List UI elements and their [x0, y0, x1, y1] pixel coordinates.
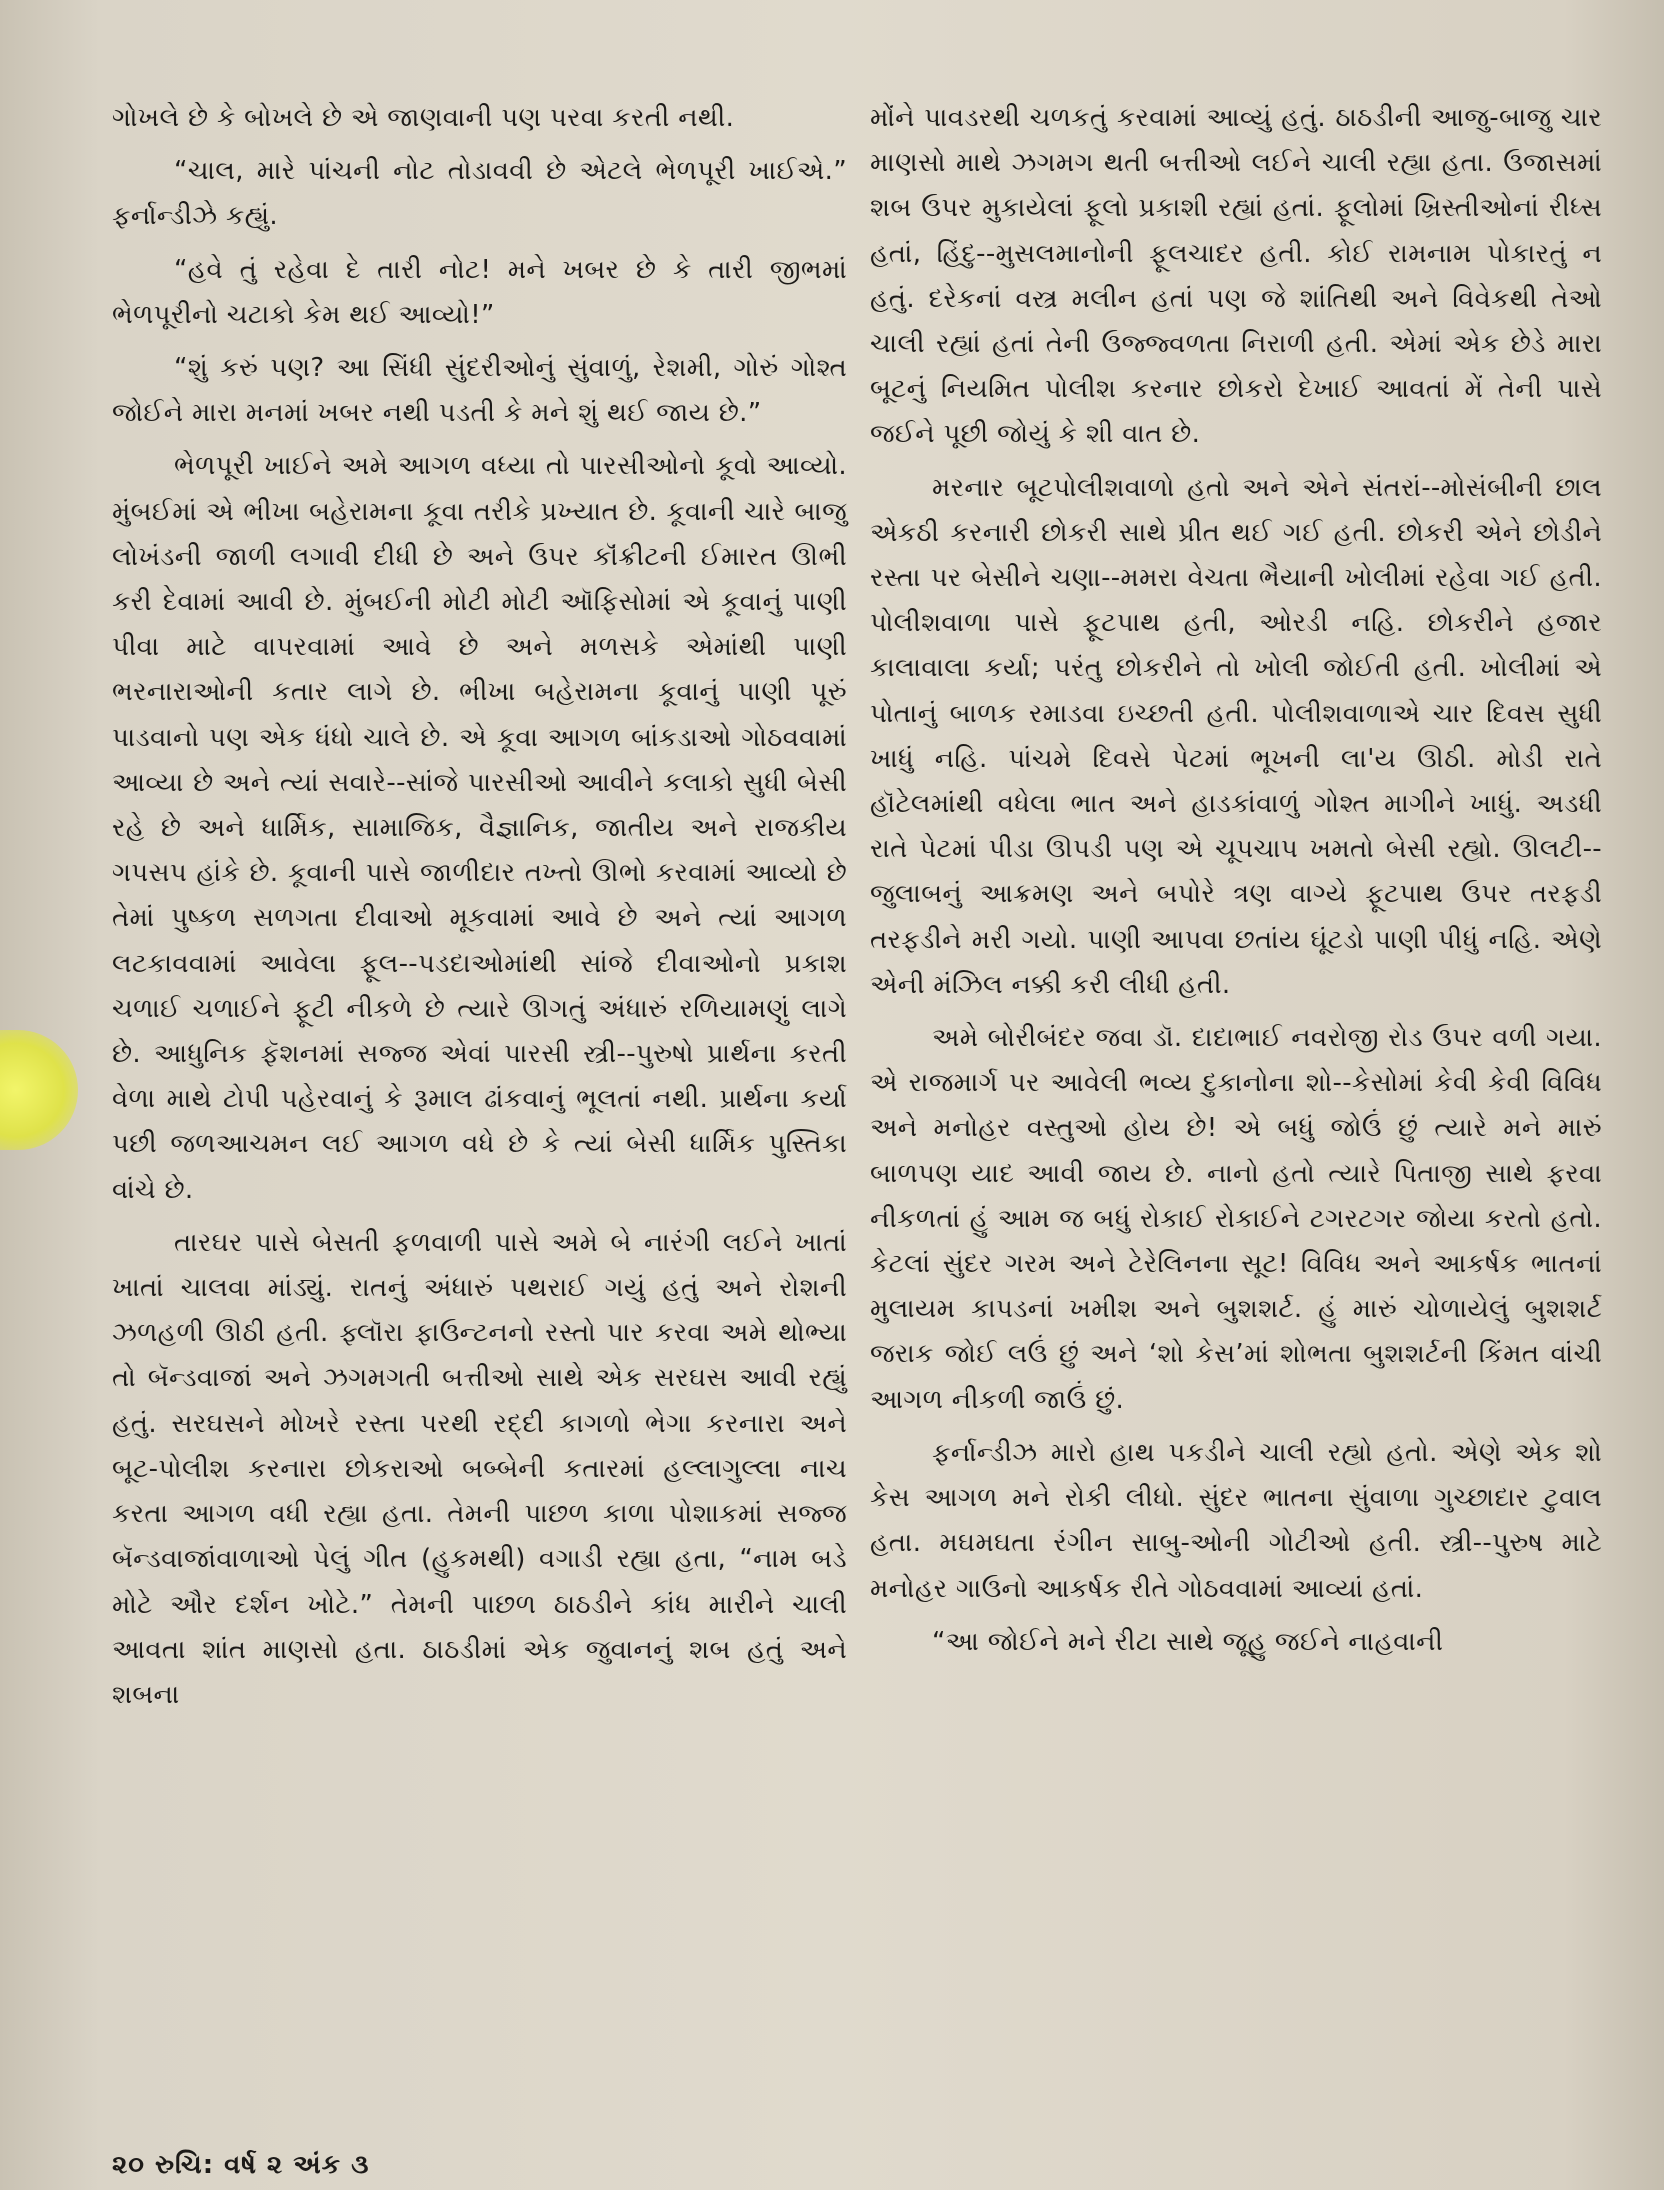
- paragraph: “ચાલ, મારે પાંચની નોટ તોડાવવી છે એટલે ભેળપૂરી ખાઈએ.” ફર્નાન્ડીઝે કહ્યું.: [112, 156, 847, 232]
- paragraph: મોંને પાવડરથી ચળકતું કરવામાં આવ્યું હતું. ઠાઠડીની આજુ-બાજુ ચાર માણસો માથે ઝગમગ થતી બત્તીઓ લઈને ચાલી રહ્યા હતા. ઉજાસમાં શબ ઉપર મુકાયેલાં ફૂલો પ્રકાશી રહ્યાં હતાં. ફૂલોમાં ખ્રિસ્તીઓનાં રીધ્સ હતાં, હિંદુ--મુસલમાનોની ફૂલચાદર હતી. કોઈ રામનામ પોકારતું ન હતું. દરેકનાં વસ્ત્ર મલીન હતાં પણ જે શાંતિથી અને વિવેકથી તેઓ ચાલી રહ્યાં હતાં તેની ઉજ્જ્વળતા નિરાળી હતી. એમાં એક છેડે મારા બૂટનું નિયમિત પોલીશ કરનાર છોકરો દેખાઈ આવતાં મેં તેની પાસે જઈને પૂછી જોયું કે શી વાત છે.: [870, 103, 1602, 450]
- highlighter-mark: [0, 1030, 78, 1150]
- paragraph: “હવે તું રહેવા દે તારી નોટ! મને ખબર છે કે તારી જીભમાં ભેળપૂરીનો ચટાકો કેમ થઈ આવ્યો!”: [112, 254, 847, 330]
- paragraph: મરનાર બૂટપોલીશવાળો હતો અને એને સંતરાં--મોસંબીની છાલ એકઠી કરનારી છોકરી સાથે પ્રીત થઈ ગઈ હતી. છોકરી એને છોડીને રસ્તા પર બેસીને ચણા--મમરા વેચતા ભૈયાની ખોલીમાં રહેવા ગઈ હતી. પોલીશવાળા પાસે ફૂટપાથ હતી, ઓરડી નહિ. છોકરીને હજાર કાલાવાલા કર્યા; પરંતુ છોકરીને તો ખોલી જોઈતી હતી. ખોલીમાં એ પોતાનું બાળક રમાડવા ઇચ્છતી હતી. પોલીશવાળાએ ચાર દિવસ સુધી ખાધું નહિ. પાંચમે દિવસે પેટમાં ભૂખની લા'ય ઊઠી. મોડી રાતે હૉટેલમાંથી વધેલા ભાત અને હાડકાંવાળું ગોશ્ત માગીને ખાધું. અડધી રાતે પેટમાં પીડા ઊપડી પણ એ ચૂપચાપ ખમતો બેસી રહ્યો. ઊલટી--જુલાબનું આક્રમણ અને બપોરે ત્રણ વાગ્યે ફૂટપાથ ઉપર તરફડી તરફડીને મરી ગયો. પાણી આપવા છતાંય ઘૂંટડો પાણી પીધું નહિ. એણે એની મંઝિલ નક્કી કરી લીધી હતી.: [870, 472, 1602, 1000]
- paragraph: ફર્નાન્ડીઝ મારો હાથ પકડીને ચાલી રહ્યો હતો. એણે એક શો કેસ આગળ મને રોકી લીધો. સુંદર ભાતના સુંવાળા ગુચ્છાદાર ટુવાલ હતા. મઘમઘતા રંગીન સાબુ-ઓની ગોટીઓ હતી. સ્ત્રી--પુરુષ માટે મનોહર ગાઉનો આકર્ષક રીતે ગોઠવવામાં આવ્યાં હતાં.: [870, 1437, 1602, 1604]
- right-column: [870, 96, 1602, 1673]
- paragraph: “શું કરું પણ? આ સિંધી સુંદરીઓનું સુંવાળું, રેશમી, ગોરું ગોશ્ત જોઈને મારા મનમાં ખબર નથી પડતી કે મને શું થઈ જાય છે.”: [112, 353, 847, 429]
- paragraph: ભેળપૂરી ખાઈને અમે આગળ વધ્યા તો પારસીઓનો કૂવો આવ્યો. મુંબઈમાં એ ભીખા બહેરામના કૂવા તરીકે પ્રખ્યાત છે. કૂવાની ચારે બાજુ લોખંડની જાળી લગાવી દીધી છે અને ઉપર કૉંક્રીટની ઈમારત ઊભી કરી દેવામાં આવી છે. મુંબઈની મોટી મોટી ઑફિસોમાં એ કૂવાનું પાણી પીવા માટે વાપરવામાં આવે છે અને મળસકે એમાંથી પાણી ભરનારાઓની કતાર લાગે છે. ભીખા બહેરામના કૂવાનું પાણી પૂરું પાડવાનો પણ એક ધંધો ચાલે છે. એ કૂવા આગળ બાંકડાઓ ગોઠવવામાં આવ્યા છે અને ત્યાં સવારે--સાંજે પારસીઓ આવીને કલાકો સુધી બેસી રહે છે અને ધાર્મિક, સામાજિક, વૈજ્ઞાનિક, જાતીય અને રાજકીય ગપસપ હાંકે છે. કૂવાની પાસે જાળીદાર તખ્તો ઊભો કરવામાં આવ્યો છે તેમાં પુષ્કળ સળગતા દીવાઓ મૂકવામાં આવે છે અને ત્યાં આગળ લટકાવવામાં આવેલા ફૂલ--પડદાઓમાંથી સાંજે દીવાઓનો પ્રકાશ ચળાઈ ચળાઈને ફૂટી નીકળે છે ત્યારે ઊગતું અંધારું રળિયામણું લાગે છે. આધુનિક ફૅશનમાં સજ્જ એવાં પારસી સ્ત્રી--પુરુષો પ્રાર્થના કરતી વેળા માથે ટોપી પહેરવાનું કે રૂમાલ ઢાંકવાનું ભૂલતાં નથી. પ્રાર્થના કર્યા પછી જળઆચમન લઈ આગળ વધે છે કે ત્યાં બેસી ધાર્મિક પુસ્તિકા વાંચે છે.: [112, 451, 847, 1205]
- paragraph: ગોખલે છે કે બોખલે છે એ જાણવાની પણ પરવા કરતી નથી.: [112, 103, 735, 133]
- paragraph: તારઘર પાસે બેસતી ફળવાળી પાસે અમે બે નારંગી લઈને ખાતાં ખાતાં ચાલવા માંડ્યું. રાતનું અંધારું પથરાઈ ગયું હતું અને રોશની ઝળહળી ઊઠી હતી. ફ્લૉરા ફાઉન્ટનનો રસ્તો પાર કરવા અમે થોભ્યા તો બૅન્ડવાજાં અને ઝગમગતી બત્તીઓ સાથે એક સરઘસ આવી રહ્યું હતું. સરઘસને મોખરે રસ્તા પરથી રદ્દી કાગળો ભેગા કરનારા અને બૂટ-પોલીશ કરનારા છોકરાઓ બબ્બેની કતારમાં હલ્લાગુલ્લા નાચ કરતા આગળ વધી રહ્યા હતા. તેમની પાછળ કાળા પોશાકમાં સજ્જ બૅન્ડવાજાંવાળાઓ પેલું ગીત (હુકમથી) વગાડી રહ્યા હતા, “નામ બડે મોટે ઔર દર્શન ખોટે.” તેમની પાછળ ઠાઠડીને કાંધ મારીને ચાલી આવતા શાંત માણસો હતા. ઠાઠડીમાં એક જુવાનનું શબ હતું અને શબના: [112, 1227, 847, 1710]
- left-column: [112, 96, 847, 1726]
- paragraph: અમે બોરીબંદર જવા ડૉ. દાદાભાઈ નવરોજી રોડ ઉપર વળી ગયા. એ રાજમાર્ગ પર આવેલી ભવ્ય દુકાનોના શો--કેસોમાં કેવી કેવી વિવિધ અને મનોહર વસ્તુઓ હોય છે! એ બધું જોઉં છું ત્યારે મને મારું બાળપણ યાદ આવી જાય છે. નાનો હતો ત્યારે પિતાજી સાથે ફરવા નીકળતાં હું આમ જ બધું રોકાઈ રોકાઈને ટગરટગર જોયા કરતો હતો. કેટલાં સુંદર ગરમ અને ટેરેલિનના સૂટ! વિવિધ અને આકર્ષક ભાતનાં મુલાયમ કાપડનાં ખમીશ અને બુશશર્ટ. હું મારું ચોળાયેલું બુશશર્ટ જરાક જોઈ લઉં છું અને ‘શો કેસ’માં શોભતા બુશશર્ટની કિંમત વાંચી આગળ નીકળી જાઉં છું.: [870, 1023, 1602, 1415]
- paragraph: “આ જોઈને મને રીટા સાથે જૂહુ જઈને નાહવાની: [932, 1626, 1444, 1657]
- page-footer: ૨૦ રુચિ: વર્ષ ૨ અંક ૩: [112, 2150, 370, 2180]
